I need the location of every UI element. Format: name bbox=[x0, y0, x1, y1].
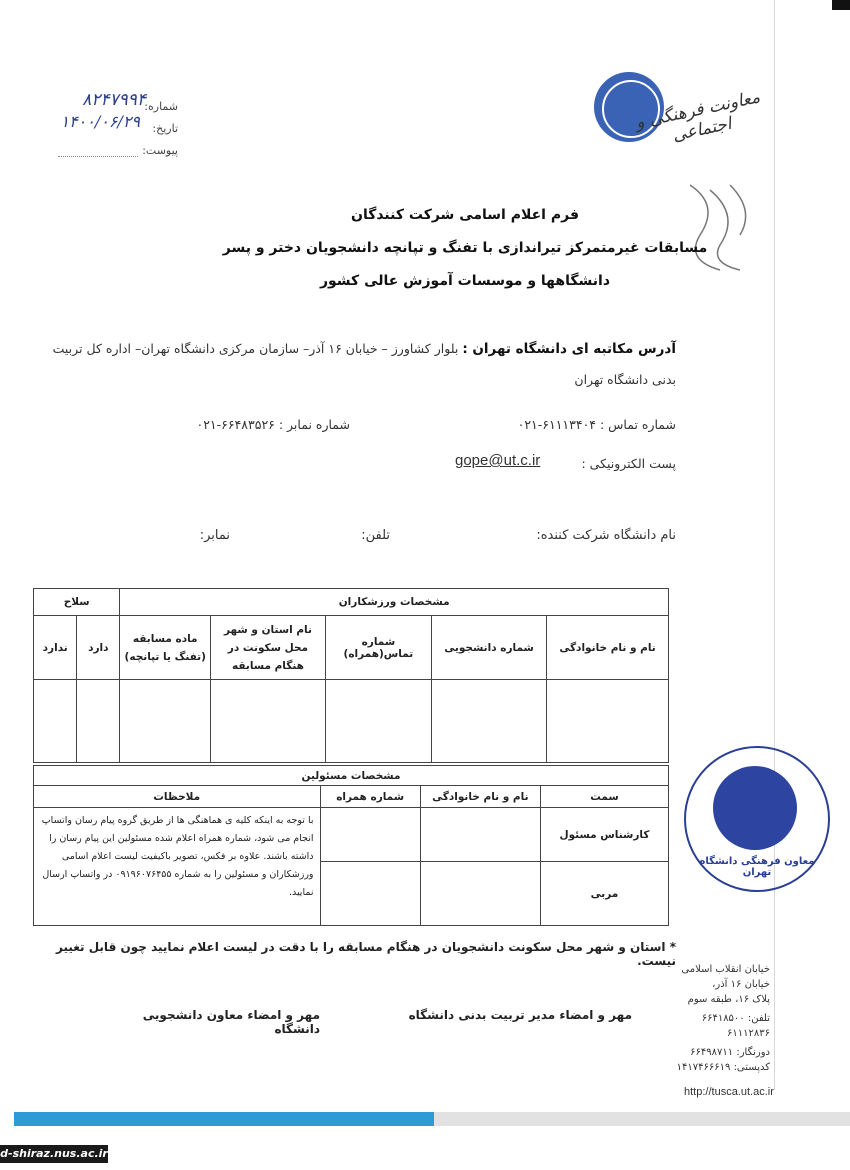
athlete-cell[interactable] bbox=[34, 680, 77, 763]
official-stamp bbox=[684, 746, 830, 892]
number-value: ۸۲۴۷۹۹۴ bbox=[82, 90, 146, 110]
address-text-2: بدنی دانشگاه تهران bbox=[574, 372, 676, 387]
form-subtitle: مسابقات غیرمتمرکز تیراندازی با تفنگ و تپانچه دانشجویان دختر و پسر bbox=[222, 240, 708, 256]
signature-pe-director: مهر و امضاء مدیر تربیت بدنی دانشگاه bbox=[408, 1008, 632, 1022]
date-label: تاریخ: bbox=[152, 122, 178, 135]
weapon-header: سلاح bbox=[34, 589, 120, 616]
reference-block bbox=[38, 90, 178, 166]
col-remarks: ملاحظات bbox=[34, 786, 321, 808]
col-name: نام و نام خانوادگی bbox=[547, 616, 669, 680]
athlete-cell[interactable] bbox=[77, 680, 120, 763]
col-no-weapon: ندارد bbox=[34, 616, 77, 680]
athlete-cell[interactable] bbox=[547, 680, 669, 763]
stamp-emblem bbox=[713, 766, 797, 850]
athlete-cell[interactable] bbox=[432, 680, 547, 763]
attachment-label: پیوست: bbox=[142, 144, 178, 157]
athletes-group-header: مشخصات ورزشکاران bbox=[120, 589, 669, 616]
website-link[interactable]: http://tusca.ut.ac.ir bbox=[684, 1086, 774, 1098]
col-role: سمت bbox=[540, 786, 668, 808]
email-link[interactable]: gope@ut.c.ir bbox=[455, 452, 541, 469]
side-tel1: ۶۶۴۱۸۵۰۰ bbox=[701, 1013, 745, 1024]
athlete-cell[interactable] bbox=[120, 680, 211, 763]
official-cell[interactable] bbox=[320, 808, 420, 862]
phone-field-label[interactable]: تلفن: bbox=[361, 528, 390, 543]
watermark-tag: d-shiraz.nus.ac.ir bbox=[0, 1145, 108, 1163]
officials-table bbox=[33, 765, 669, 926]
athlete-cell[interactable] bbox=[325, 680, 431, 763]
col-mobile: شماره تماس(همراه) bbox=[325, 616, 431, 680]
footnote: * استان و شهر محل سکونت دانشجویان در هنگام مسابقه را با دقت در لیست اعلام نمایید چون قابل تغییر نیست. bbox=[56, 940, 676, 968]
fax-field-label[interactable]: نمابر: bbox=[199, 528, 230, 543]
col-has-weapon: دارد bbox=[77, 616, 120, 680]
side-fax-label: دورنگار: bbox=[736, 1047, 770, 1058]
stamp-text: معاون فرهنگی دانشگاه تهران bbox=[699, 856, 815, 878]
col-location: نام استان و شهر محل سکونت در هنگام مسابقه bbox=[211, 616, 326, 680]
ornament-icon bbox=[680, 175, 760, 275]
side-fax: ۶۶۴۹۸۷۱۱ bbox=[690, 1047, 734, 1058]
col-official-mobile: شماره همراه bbox=[320, 786, 420, 808]
official-cell[interactable] bbox=[320, 862, 420, 926]
phone-number: شماره تماس : ۶۱۱۱۳۴۰۴-۰۲۱ bbox=[517, 417, 676, 432]
athlete-cell[interactable] bbox=[211, 680, 326, 763]
side-address-line1: خیابان انقلاب اسلامی bbox=[681, 964, 770, 975]
footer-grey-bar bbox=[434, 1112, 850, 1126]
officials-group-header: مشخصات مسئولین bbox=[34, 766, 669, 786]
form-subtitle-2: دانشگاهها و موسسات آموزش عالی کشور bbox=[319, 273, 611, 289]
athletes-table bbox=[33, 588, 669, 763]
margin-divider bbox=[774, 0, 775, 1090]
role-supervisor: کارشناس مسئول bbox=[540, 808, 668, 862]
form-title: فرم اعلام اسامی شرکت کنندگان bbox=[351, 207, 579, 223]
side-address-line3: پلاک ۱۶، طبقه سوم bbox=[687, 994, 770, 1005]
date-value: ۱۴۰۰/۰۶/۲۹ bbox=[60, 112, 140, 131]
university-field-label[interactable]: نام دانشگاه شرکت کننده: bbox=[536, 528, 676, 543]
role-coach: مربی bbox=[540, 862, 668, 926]
signature-vice-chancellor: مهر و امضاء معاون دانشجویی دانشگاه bbox=[142, 1008, 320, 1036]
col-event: ماده مسابقه (تفنگ یا تپانچه) bbox=[120, 616, 211, 680]
official-cell[interactable] bbox=[420, 808, 540, 862]
email-label: پست الکترونیکی : bbox=[581, 456, 676, 471]
address-label: آدرس مکاتبه ای دانشگاه تهران : bbox=[462, 341, 676, 357]
corner-mark bbox=[832, 0, 850, 10]
side-address bbox=[640, 962, 770, 1075]
footer-blue-bar bbox=[14, 1112, 434, 1126]
col-student-id: شماره دانشجویی bbox=[432, 616, 547, 680]
col-official-name: نام و نام خانوادگی bbox=[420, 786, 540, 808]
side-postal: ۱۴۱۷۴۶۶۶۱۹ bbox=[676, 1062, 731, 1073]
side-tel-label: تلفن: bbox=[747, 1013, 770, 1024]
fax-number: شماره نمابر : ۶۶۴۸۳۵۲۶-۰۲۱ bbox=[196, 417, 350, 432]
remarks-note: با توجه به اینکه کلیه ی هماهنگی ها از طریق گروه پیام رسان واتساپ انجام می شود، شماره همراه اعلام شده مسئولین این پیام رسان را داشته باشند. علاوه بر فکس، تصویر باکیفیت لیست اعلام اسامی ورزشکاران و مسئولین را به شماره ۰۹۱۹۶۰۷۶۴۵۵ در واتساپ ارسال نمایید. bbox=[34, 808, 321, 926]
address-text: بلوار کشاورز – خیابان ۱۶ آذر– سازمان مرکزی دانشگاه تهران– اداره کل تربیت bbox=[52, 341, 459, 356]
number-label: شماره: bbox=[144, 100, 178, 113]
side-address-line2: خیابان ۱۶ آذر، bbox=[712, 979, 770, 990]
attachment-line bbox=[58, 156, 138, 157]
side-postal-label: کدپستی: bbox=[733, 1062, 770, 1073]
side-tel2: ۶۱۱۱۲۸۳۶ bbox=[727, 1028, 770, 1039]
address-line bbox=[30, 341, 676, 357]
logo-caption: معاونت فرهنگی و اجتماعی bbox=[634, 87, 762, 146]
official-cell[interactable] bbox=[420, 862, 540, 926]
